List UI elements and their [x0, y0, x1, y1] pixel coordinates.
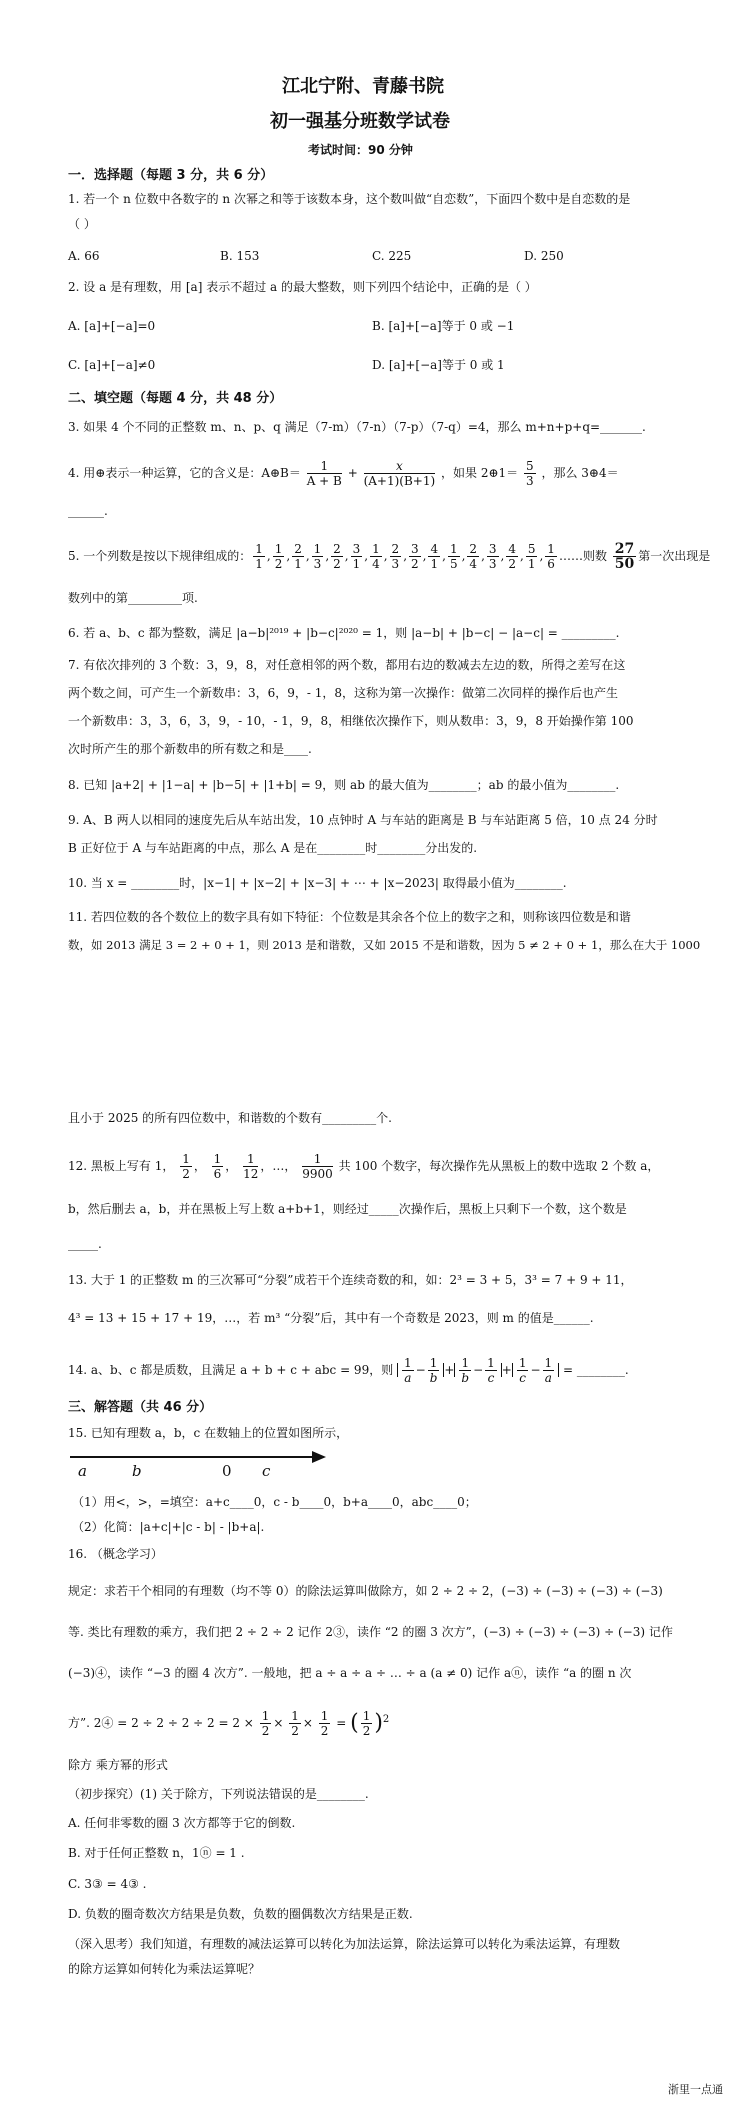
question-9-line-2: B 正好位于 A 与车站距离的中点，那么 A 是在________时________分出发的. — [68, 841, 478, 855]
q14-post: = ________. — [563, 1363, 629, 1377]
q16-h3-den: 2 — [320, 1724, 329, 1738]
q16-half-4 — [361, 1709, 373, 1738]
q4-mid: ，如果 2⊕1＝ — [441, 466, 519, 480]
q12-pre: 12. 黑板上写有 1， — [68, 1159, 175, 1173]
q5-seq-fraction — [467, 542, 479, 571]
q16-half-3 — [319, 1709, 331, 1738]
q5-seq-den: 1 — [294, 557, 302, 571]
q4-f2-den: (A+1)(B+1) — [363, 474, 436, 488]
q4-blank: ______. — [68, 504, 108, 518]
question-7-line-1: 7. 有依次排列的 3 个数：3，9，8，对任意相邻的两个数，都用右边的数减去左边的数，所得之差写在这 — [68, 658, 626, 672]
q12-f2-num: 1 — [213, 1152, 222, 1166]
q5-seq-num: 1 — [449, 542, 458, 556]
q14-t2-n1: 1 — [461, 1356, 470, 1370]
q5-seq-num: 3 — [352, 542, 361, 556]
q5-seq-num: 3 — [488, 542, 497, 556]
q5-seq-num: 2 — [333, 542, 341, 556]
q12-f1-num: 1 — [182, 1152, 190, 1166]
q12-line2: b，然后删去 a，b，并在黑板上写上数 a+b+1，则经过_____次操作后，黑板上只剩下一个数，这个数是 — [68, 1202, 627, 1216]
question-10: 10. 当 x = ________时，|x−1| + |x−2| + |x−3| + ⋯ + |x−2023| 取得最小值为________. — [68, 876, 567, 890]
q5-seq-fraction — [526, 542, 538, 571]
q5-seq-fraction — [487, 542, 499, 571]
q5-pre: 5. 一个列数是按以下规律组成的： — [68, 549, 252, 563]
q12-last-den: 9900 — [302, 1167, 333, 1181]
q12-frac-1 — [180, 1152, 192, 1181]
q5-seq-den: 2 — [274, 557, 283, 571]
q16-h3-num: 1 — [320, 1709, 329, 1723]
q5-seq-num: 1 — [274, 542, 283, 556]
q4-plus: + — [347, 466, 358, 480]
q2-option-d: D. [a]+[−a]等于 0 或 1 — [372, 358, 505, 372]
section-1-heading: 一．选择题（每题 3 分，共 6 分） — [68, 168, 274, 183]
q16-l4-mid: = — [336, 1716, 347, 1730]
q16-option-b: B. 对于任何正整数 n，1ⓝ = 1 . — [68, 1846, 245, 1860]
q1-option-a: A. 66 — [68, 249, 100, 263]
q14-term-1: $\frac{1}{a}$ − $\frac{1}{b}$ — [397, 1363, 444, 1377]
q5-seq-fraction — [370, 542, 382, 571]
q5-seq-num: 1 — [313, 542, 322, 556]
q5-seq-den: 1 — [430, 557, 439, 571]
number-line — [68, 1448, 330, 1468]
q16-line-2: 等. 类比有理数的乘方，我们把 2 ÷ 2 ÷ 2 记作 2③，读作 “2 的圈 3 次方”，(−3) ÷ (−3) ÷ (−3) ÷ (−3) 记作 — [68, 1625, 673, 1639]
q5-target-den: 50 — [614, 556, 635, 572]
q4-f3-den: 3 — [525, 474, 534, 488]
question-4 — [68, 455, 619, 491]
q5-seq-num: 2 — [469, 542, 478, 556]
q12-last-num: 1 — [302, 1152, 333, 1167]
q5-seq-den: 3 — [488, 557, 497, 571]
q5-seq-fraction — [448, 542, 460, 571]
q5-seq-num: 4 — [430, 542, 439, 556]
q4-fraction-3 — [524, 459, 536, 488]
q12-frac-2 — [212, 1152, 224, 1181]
q16-deep-2: 的除方运算如何转化为乘法运算呢？ — [68, 1962, 261, 1976]
q16-deep-1: （深入思考）我们知道，有理数的减法运算可以转化为加法运算，除法运算可以转化为乘法运算，有理数 — [68, 1937, 621, 1951]
q12-f3-num: 1 — [243, 1152, 258, 1167]
q5-post: ……则数 — [558, 549, 607, 563]
q15-part-1: （1）用<，>，=填空：a+c____0，c - b____0，b+a____0，abc____0； — [72, 1495, 477, 1509]
q4-pre: 4. 用⊕表示一种运算，它的含义是：A⊕B＝ — [68, 466, 301, 480]
q5-seq-den: 2 — [333, 557, 341, 571]
watermark: 浙里一点通 — [668, 2083, 723, 2096]
q16-line-4: 方”. 2④ = 2 ÷ 2 ÷ 2 ÷ 2 = 2 × $\frac{1}{2}$ × $\frac{1}{2}$ × $\frac{1}{2}$ = ( $\frac{1}{2}$ )$^2$ — [68, 1709, 390, 1738]
q1-option-b: B. 153 — [220, 249, 260, 263]
question-13-line-1: 13. 大于 1 的正整数 m 的三次幂可“分裂”成若干个连续奇数的和，如：2³ = 3 + 5，3³ = 7 + 9 + 11， — [68, 1273, 633, 1287]
q5-seq-den: 1 — [352, 557, 361, 571]
q16-half-2 — [289, 1709, 301, 1738]
q12-frac-last — [302, 1152, 333, 1181]
q5-seq-fraction — [253, 542, 265, 571]
question-12: 12. 黑板上写有 1， $\frac{1}{2}$ ， $\frac{1}{6}$ ， $\frac{1}{12}$ ，…， $\frac{1}{9900}$ 共 100 个数字，每次操作先从黑板上的数中选取 2 个数 a， — [68, 1152, 660, 1181]
q5-seq-fraction — [331, 542, 343, 571]
q4-fraction-1 — [307, 459, 342, 488]
q16-h2-num: 1 — [291, 1709, 299, 1723]
question-14: 14. a、b、c 都是质数，且满足 a + b + c + abc = 99，则 $\frac{1}{a}$ − $\frac{1}{b}$ + $\frac{1}{b}$ − $\frac{1}{c}$ + $\frac{1}{c}$ − $\frac{1}{a}$ = ________. — [68, 1356, 629, 1385]
q14-t1-d2: b — [429, 1371, 438, 1385]
question-15-intro: 15. 已知有理数 a，b，c 在数轴上的位置如图所示， — [68, 1426, 349, 1440]
q5-seq-num: 3 — [411, 542, 419, 556]
q16-option-c: C. 3③ = 4③ . — [68, 1877, 147, 1891]
q16-h4-den: 2 — [362, 1724, 371, 1738]
q14-t1-n2: 1 — [429, 1356, 438, 1370]
q5-seq-den: 6 — [547, 557, 555, 571]
q5-seq-fraction — [312, 542, 324, 571]
q4-f3-num: 5 — [525, 459, 534, 473]
q14-t1-n1: 1 — [404, 1356, 412, 1370]
q5-seq-fraction — [292, 542, 304, 571]
question-9-line-1: 9. A、B 两人以相同的速度先后从车站出发，10 点钟时 A 与车站的距离是 B 与车站距离 5 倍，10 点 24 分时 — [68, 813, 658, 827]
question-7-line-3: 一个新数串：3，3，6，3，9，- 10，- 1，9，8，相继依次操作下，则从数串：3，9，8 开始操作第 100 — [68, 714, 634, 728]
q4-f1-num: 1 — [307, 459, 342, 474]
q14-t3-n1: 1 — [518, 1356, 527, 1370]
number-line-label-0: 0 — [222, 1462, 232, 1480]
section-2-heading: 二、填空题（每题 4 分，共 48 分） — [68, 391, 283, 406]
q16-h2-den: 2 — [291, 1724, 299, 1738]
q5-seq-den: 3 — [391, 557, 400, 571]
q12-f3-den: 12 — [243, 1167, 259, 1181]
q16-h1-den: 2 — [261, 1724, 270, 1738]
q5-seq-num: 1 — [255, 542, 263, 556]
question-11-line-3: 且小于 2025 的所有四位数中，和谐数的个数有_________个. — [68, 1111, 392, 1125]
q5-seq-num: 5 — [527, 542, 536, 556]
number-line-label-b: b — [132, 1462, 142, 1480]
q12-post: 共 100 个数字，每次操作先从黑板上的数中选取 2 个数 a， — [338, 1159, 660, 1173]
q5-target-fraction — [613, 542, 636, 571]
question-3: 3. 如果 4 个不同的正整数 m、n、p、q 满足（7-m）（7-n）（7-p）（7-q）=4，那么 m+n+p+q=_______. — [68, 420, 646, 434]
q5-tail: 第一次出现是 — [638, 549, 711, 563]
q5-seq-fraction — [273, 542, 285, 571]
q5-seq-den: 4 — [372, 557, 380, 571]
q5-seq-den: 5 — [449, 557, 458, 571]
q5-seq-den: 4 — [469, 557, 478, 571]
paper-title: 初一强基分班数学试卷 — [270, 111, 450, 132]
question-7-line-2: 两个数之间，可产生一个新数串：3，6，9，- 1，8，这称为第一次操作：做第二次同样的操作后也产生 — [68, 686, 619, 700]
q16-l4-pre: 方”. 2④ = 2 ÷ 2 ÷ 2 ÷ 2 = 2 × — [68, 1716, 254, 1730]
q5-seq-fraction — [390, 542, 402, 571]
q4-f2-num: x — [364, 459, 436, 474]
exam-time: 考试时间：90 分钟 — [308, 143, 413, 157]
q5-seq-num: 4 — [508, 542, 516, 556]
q14-term-3: $\frac{1}{c}$ − $\frac{1}{a}$ — [512, 1363, 559, 1377]
q16-line-3: (−3)④，读作 “−3 的圈 4 次方”. 一般地，把 a ÷ a ÷ a ÷ … ÷ a (a ≠ 0) 记作 aⓝ，读作 “a 的圈 n 次 — [68, 1666, 632, 1680]
question-8: 8. 已知 |a+2| + |1−a| + |b−5| + |1+b| = 9，则 ab 的最大值为________；ab 的最小值为________. — [68, 778, 620, 792]
q16-option-d: D. 负数的圈奇数次方结果是负数，负数的圈偶数次方结果是正数. — [68, 1907, 413, 1921]
q5-seq-den: 2 — [508, 557, 516, 571]
q5-seq-num: 1 — [547, 542, 555, 556]
q12-f1-den: 2 — [182, 1167, 190, 1181]
q5-seq-den: 1 — [527, 557, 536, 571]
q5-seq-den: 1 — [255, 557, 263, 571]
q16-head: 16. （概念学习） — [68, 1547, 163, 1561]
q14-t2-d1: b — [461, 1371, 470, 1385]
number-line-arrow — [312, 1451, 326, 1463]
q5-line2: 数列中的第_________项. — [68, 591, 198, 605]
q16-h4-num: 1 — [362, 1709, 371, 1723]
q5-seq-fraction — [545, 542, 557, 571]
q5-seq-fraction — [506, 542, 518, 571]
q5-seq-num: 2 — [391, 542, 400, 556]
q16-h1-num: 1 — [261, 1709, 270, 1723]
q12-line3: _____. — [68, 1237, 102, 1251]
q1-option-d: D. 250 — [524, 249, 564, 263]
q14-t3-n2: 1 — [544, 1356, 553, 1370]
q5-seq-fraction — [428, 542, 440, 571]
q5-seq-den: 2 — [411, 557, 419, 571]
q2-option-b: B. [a]+[−a]等于 0 或 −1 — [372, 319, 515, 333]
q12-f2-den: 6 — [213, 1167, 222, 1181]
q5-target-num: 27 — [614, 541, 635, 557]
number-line-label-a: a — [78, 1462, 87, 1480]
q14-t1-d1: a — [404, 1371, 412, 1385]
q1-option-c: C. 225 — [372, 249, 412, 263]
q12-dots: ，…， — [260, 1159, 297, 1173]
question-1-paren: （ ） — [68, 217, 96, 231]
q16-note: 除方 乘方幂的形式 — [68, 1758, 168, 1772]
question-6: 6. 若 a、b、c 都为整数，满足 |a−b|²⁰¹⁹ + |b−c|²⁰²⁰ = 1，则 |a−b| + |b−c| − |a−c| = _________. — [68, 626, 620, 640]
q5-seq-fraction — [351, 542, 363, 571]
q2-option-c: C. [a]+[−a]≠0 — [68, 358, 156, 372]
question-11-line-1: 11. 若四位数的各个数位上的数字具有如下特征：个位数是其余各个位上的数字之和，则称该四位数是和谐 — [68, 910, 631, 924]
section-3-heading: 三、解答题（共 46 分） — [68, 1400, 213, 1415]
q5-seq-den: 3 — [313, 557, 322, 571]
question-7-line-4: 次时所产生的那个新数串的所有数之和是____. — [68, 742, 312, 756]
q5-seq-num: 2 — [294, 542, 302, 556]
q16-half-1 — [260, 1709, 272, 1738]
question-5 — [68, 538, 710, 574]
q16-option-a: A. 任何非零数的圈 3 次方都等于它的倒数. — [68, 1816, 296, 1830]
number-line-label-c: c — [262, 1462, 271, 1480]
q4-f1-den: A + B — [306, 474, 342, 488]
question-1: 1. 若一个 n 位数中各数字的 n 次幂之和等于该数本身，这个数叫做“自恋数”，下面四个数中是自恋数的是 — [68, 192, 631, 206]
q14-t3-d1: c — [519, 1371, 527, 1385]
question-11-line-2: 数，如 2013 满足 3 = 2 + 0 + 1，则 2013 是和谐数，又如 2015 不是和谐数，因为 5 ≠ 2 + 0 + 1，那么在大于 1000 — [68, 938, 701, 952]
q15-part-2: （2）化简：|a+c|+|c - b| - |b+a|. — [72, 1520, 265, 1534]
question-13-line-2: 4³ = 13 + 15 + 17 + 19，…，若 m³ “分裂”后，其中有一个奇数是 2023，则 m 的值是______. — [68, 1311, 594, 1325]
q12-frac-3 — [243, 1152, 258, 1181]
q14-t2-n2: 1 — [487, 1356, 495, 1370]
q14-t2-d2: c — [487, 1371, 495, 1385]
q14-term-2: $\frac{1}{b}$ − $\frac{1}{c}$ — [454, 1363, 501, 1377]
q5-seq-num: 1 — [372, 542, 380, 556]
q16-line-1: 规定：求若干个相同的有理数（均不等 0）的除法运算叫做除方，如 2 ÷ 2 ÷ 2，(−3) ÷ (−3) ÷ (−3) ÷ (−3) — [68, 1584, 663, 1598]
q16-square: 2 — [382, 1714, 390, 1725]
q2-option-a: A. [a]+[−a]=0 — [68, 319, 156, 333]
q16-explore: （初步探究）(1) 关于除方，下列说法错误的是________. — [68, 1787, 369, 1801]
q5-seq-fraction — [409, 542, 421, 571]
question-2: 2. 设 a 是有理数，用 [a] 表示不超过 a 的最大整数，则下列四个结论中，正确的是（ ） — [68, 280, 537, 294]
school-title: 江北宁附、青藤书院 — [282, 76, 444, 97]
q4-post: ，那么 3⊕4＝ — [541, 466, 619, 480]
q14-pre: 14. a、b、c 都是质数，且满足 a + b + c + abc = 99，则 — [68, 1363, 394, 1377]
q14-t3-d2: a — [544, 1371, 552, 1385]
q4-fraction-2 — [364, 459, 436, 488]
q5-sequence: $\frac{1}{1}$ , $\frac{1}{2}$ , $\frac{2}{1}$ , $\frac{1}{3}$ , $\frac{2}{2}$ , $\frac{3}{1}$ , $\frac{1}{4}$ , $\frac{2}{3}$ , $\frac{3}{2}$ , $\frac{4}{1}$ , $\frac{1}{5}$ , $\frac{2}{4}$ , $\frac{3}{3}$ , $\frac{4}{2}$ , $\frac{5}{1}$ , $\frac{1}{6}$ — [255, 542, 555, 571]
